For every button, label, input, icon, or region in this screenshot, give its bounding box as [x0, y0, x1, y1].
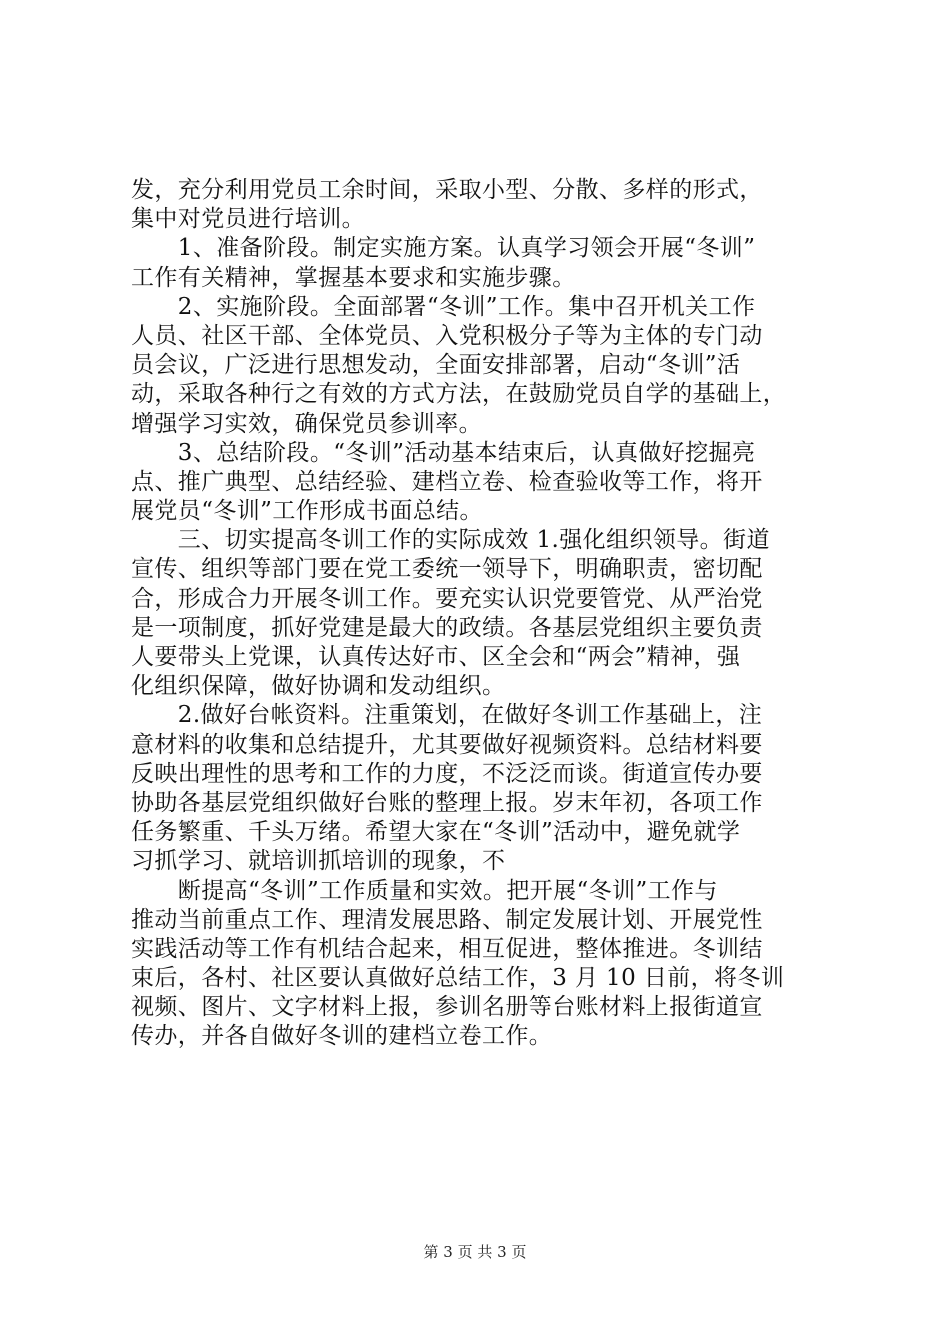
- text-line: 断提高“冬训”工作质量和实效。把开展“冬训”工作与: [131, 877, 718, 904]
- text-line: 意材料的收集和总结提升，尤其要做好视频资料。总结材料要: [131, 731, 763, 758]
- text-line: 2、实施阶段。全面部署“冬训”工作。集中召开机关工作: [131, 293, 756, 320]
- text-line: 发，充分利用党员工余时间，采取小型、分散、多样的形式，: [131, 177, 763, 203]
- text-line: 展党员“冬训”工作形成书面总结。: [131, 498, 483, 525]
- text-line: 实践活动等工作有机结合起来，相互促进，整体推进。冬训结: [131, 935, 763, 962]
- text-line: 合，形成合力开展冬训工作。要充实认识党要管党、从严治党: [131, 585, 763, 612]
- text-line: 反映出理性的思考和工作的力度，不泛泛而谈。街道宣传办要: [131, 760, 763, 787]
- text-line: 人要带头上党课，认真传达好市、区全会和“两会”精神，强: [131, 644, 741, 670]
- text-line: 习抓学习、就培训抓培训的现象，不: [131, 848, 506, 875]
- text-line: 员会议，广泛进行思想发动，全面安排部署，启动“冬训”活: [131, 352, 741, 379]
- text-line: 宣传、组织等部门要在党工委统一领导下，明确职责，密切配: [131, 556, 763, 583]
- text-line: 是一项制度，抓好党建是最大的政绩。各基层党组织主要负责: [131, 614, 763, 641]
- text-line: 工作有关精神，掌握基本要求和实施步骤。: [131, 264, 576, 291]
- text-line: 束后，各村、社区要认真做好总结工作，3 月 10 日前，将冬训: [131, 965, 785, 992]
- text-line: 化组织保障，做好协调和发动组织。: [131, 673, 506, 700]
- text-line: 协助各基层党组织做好台账的整理上报。岁末年初，各项工作: [131, 789, 763, 816]
- text-line: 点、推广典型、总结经验、建档立卷、检查验收等工作，将开: [131, 468, 763, 495]
- text-line: 2.做好台帐资料。注重策划，在做好冬训工作基础上，注: [131, 702, 763, 729]
- text-line: 人员、社区干部、全体党员、入党积极分子等为主体的专门动: [131, 322, 763, 349]
- page-number-footer: 第 3 页 共 3 页: [423, 1243, 527, 1261]
- text-line: 任务繁重、千头万绪。希望大家在“冬训”活动中，避免就学: [131, 819, 741, 846]
- text-line: 三、切实提高冬训工作的实际成效 1.强化组织领导。街道: [131, 527, 770, 554]
- text-line: 3、总结阶段。“冬训”活动基本结束后，认真做好挖掘亮: [131, 439, 756, 466]
- text-line: 集中对党员进行培训。: [131, 206, 365, 233]
- text-line: 1、准备阶段。制定实施方案。认真学习领会开展“冬训”: [131, 235, 756, 262]
- text-line: 视频、图片、文字材料上报，参训名册等台账材料上报街道宣: [131, 994, 763, 1021]
- text-line: 推动当前重点工作、理清发展思路、制定发展计划、开展党性: [131, 906, 763, 933]
- text-line: 增强学习实效，确保党员参训率。: [131, 410, 482, 437]
- body-text: [131, 176, 831, 1052]
- text-line: 动，采取各种行之有效的方式方法，在鼓励党员自学的基础上，: [131, 381, 787, 408]
- text-line: 传办，并各自做好冬训的建档立卷工作。: [131, 1023, 553, 1050]
